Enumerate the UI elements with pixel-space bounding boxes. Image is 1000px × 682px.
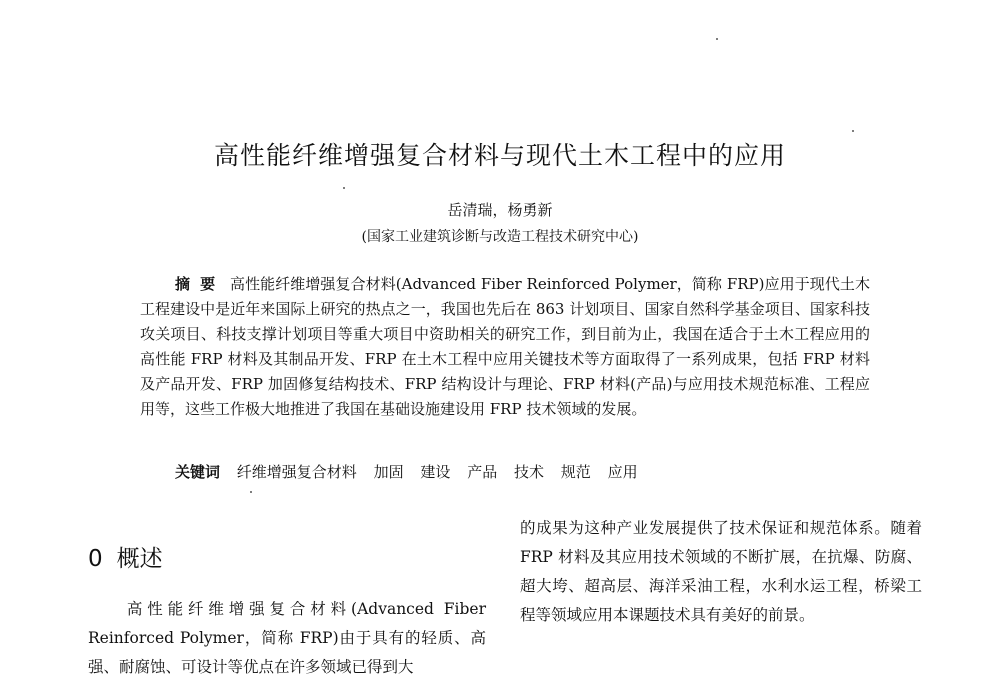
paper-title: 高性能纤维增强复合材料与现代土木工程中的应用 xyxy=(213,141,786,170)
keyword: 加固 xyxy=(373,463,404,481)
abstract-label: 摘要 xyxy=(175,275,226,293)
body-text-left: 高性能纤维增强复合材料(Advanced Fiber Reinforced Polymer，简称 FRP)由于具有的轻质、高强、耐腐蚀、可设计等优点在许多领域已得到大 xyxy=(88,600,486,676)
body-text-right: 的成果为这种产业发展提供了技术保证和规范体系。随着 FRP 材料及其应用技术领域的不断扩展，在抗爆、防腐、超大垮、超高层、海洋采油工程，水利水运工程，桥梁工程等领域应用本课题技术具有美好的前景。 xyxy=(520,519,922,624)
scan-speck xyxy=(343,187,345,189)
keyword: 产品 xyxy=(467,463,498,481)
keyword: 应用 xyxy=(607,463,638,481)
scan-speck xyxy=(250,491,252,493)
scan-speck xyxy=(852,130,854,132)
section-title: 概述 xyxy=(116,546,163,572)
keyword: 技术 xyxy=(513,463,544,481)
abstract xyxy=(140,272,870,422)
scan-speck xyxy=(716,38,718,40)
paper-authors: 岳清瑞，杨勇新 xyxy=(447,201,553,219)
paper-affiliation: (国家工业建筑诊断与改造工程技术研究中心) xyxy=(361,229,639,245)
body-column-right xyxy=(520,514,922,630)
keywords-label: 关键词 xyxy=(175,463,221,481)
body-column-left xyxy=(88,595,486,682)
keyword: 建设 xyxy=(420,463,451,481)
keywords xyxy=(175,460,875,485)
abstract-text: 高性能纤维增强复合材料(Advanced Fiber Reinforced Polymer，简称 FRP)应用于现代土木工程建设中是近年来国际上研究的热点之一，我国也先后在 863 计划项目、国家自然科学基金项目、国家科技攻关项目、科技支撑计划项目等重大项目中资助相关的研究工作，到目前为止，我国在适合于土木工程应用的高性能 FRP 材料及其制品开发、FRP 在土木工程中应用关键技术等方面取得了一系列成果，包括 FRP 材料及产品开发、FRP 加固修复结构技术、FRP 结构设计与理论、FRP 材料(产品)与应用技术规范标准、工程应用等，这些工作极大地推进了我国在基础设施建设用 FRP 技术领域的发展。 xyxy=(140,275,870,418)
keyword: 规范 xyxy=(560,463,591,481)
keyword: 纤维增强复合材料 xyxy=(236,463,357,481)
section-heading xyxy=(88,540,163,573)
section-number: 0 xyxy=(88,546,103,572)
